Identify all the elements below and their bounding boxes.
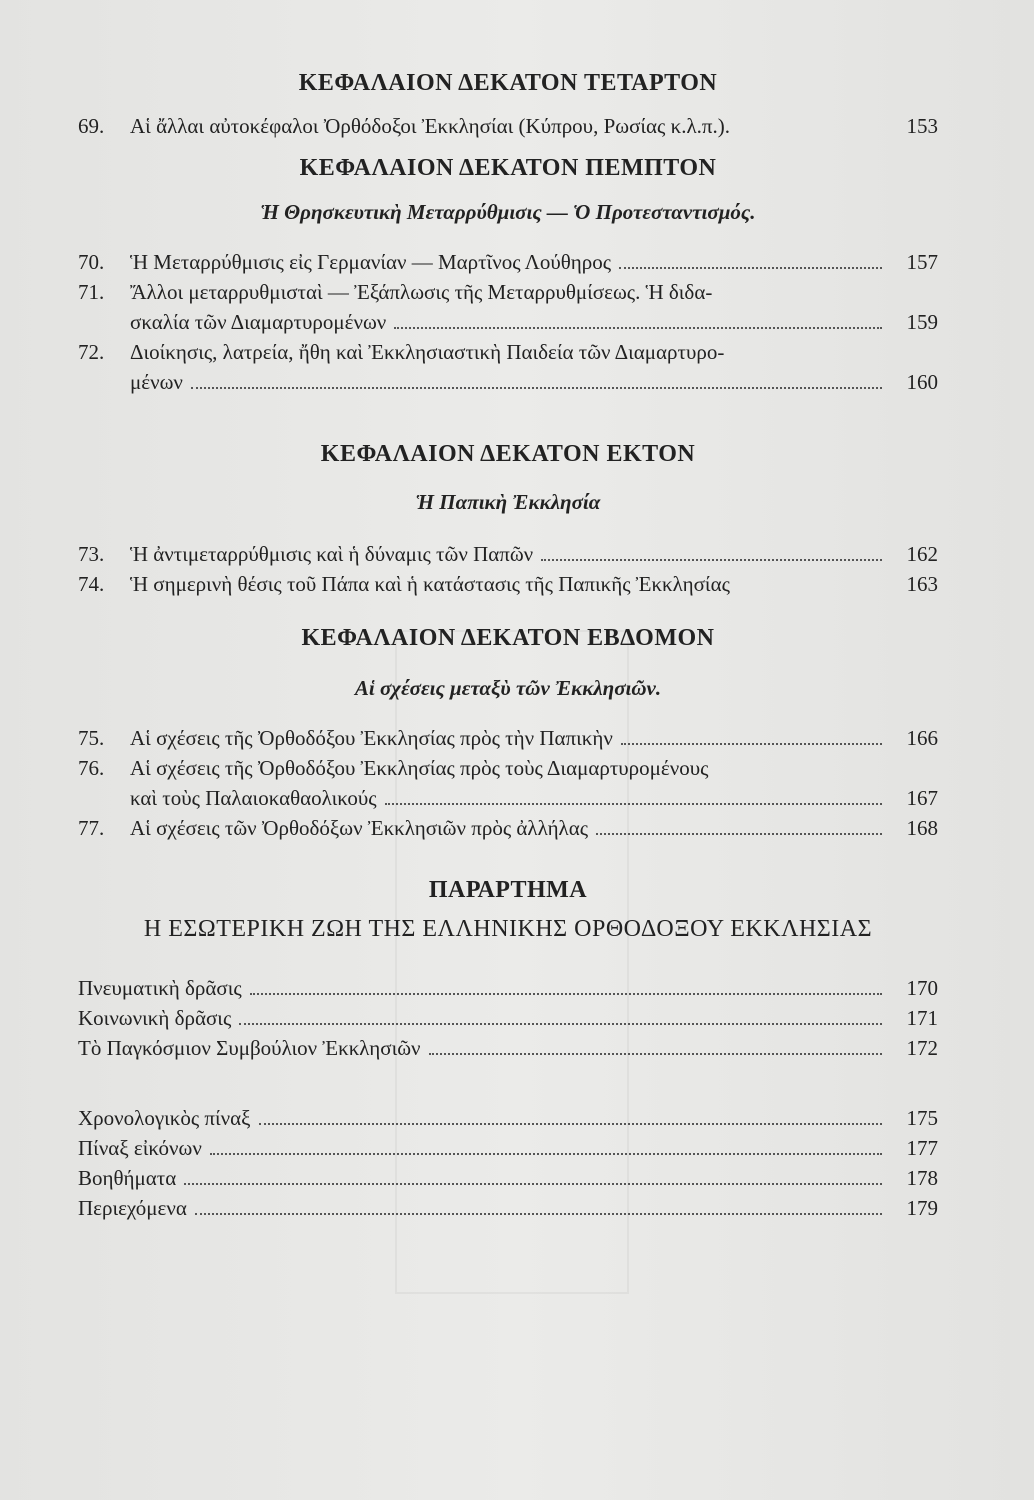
entry-title: Αἱ σχέσεις τῆς Ὀρθοδόξου Ἐκκλησίας πρὸς τὴν Παπικὴν [130, 726, 613, 750]
dot-leader [385, 803, 882, 805]
toc-entry [78, 813, 938, 843]
entry-title: Τὸ Παγκόσμιον Συμβούλιον Ἐκκλησιῶν [78, 1036, 421, 1060]
chapter-subtitle: Ἡ Θρησκευτικὴ Μεταρρύθμισις — Ὁ Προτεσταντισμός. [260, 200, 756, 224]
chapter-heading: ΚΕΦΑΛΑΙΟΝ ΔΕΚΑΤΟΝ ΕΚΤΟΝ [320, 441, 696, 467]
toc-entry [78, 1103, 938, 1133]
entry-title: Ἡ ἀντιμεταρρύθμισις καὶ ἡ δύναμις τῶν Παπῶν [130, 542, 534, 566]
dot-leader [210, 1153, 882, 1155]
chapter-heading: ΚΕΦΑΛΑΙΟΝ ΔΕΚΑΤΟΝ ΠΕΜΠΤΟΝ [299, 155, 717, 181]
entry-title-line1: Ἄλλοι μεταρρυθμισταὶ — Ἐξάπλωσις τῆς Μεταρρυθμίσεως. Ἡ διδα- [130, 280, 713, 304]
toc-entry [78, 539, 938, 569]
chapter-heading: ΚΕΦΑΛΑΙΟΝ ΔΕΚΑΤΟΝ ΕΒΔΟΜΟΝ [301, 625, 715, 651]
toc-entry [78, 1003, 938, 1033]
table-of-contents [78, 70, 938, 1223]
entry-number: 72. [78, 340, 105, 364]
entry-page: 177 [906, 1136, 938, 1160]
toc-entry [78, 247, 938, 277]
dot-leader [619, 267, 882, 269]
toc-entry [78, 337, 938, 397]
entry-page: 167 [906, 786, 938, 810]
entry-page: 162 [906, 542, 938, 566]
entry-page: 172 [906, 1036, 938, 1060]
toc-entry [78, 277, 938, 337]
entry-page: 178 [906, 1166, 938, 1190]
entry-number: 69. [78, 114, 105, 138]
entry-number: 71. [78, 280, 105, 304]
entry-page: 163 [906, 572, 938, 596]
entry-page: 157 [906, 250, 938, 274]
dot-leader [541, 559, 882, 561]
appendix-subheading: Η ΕΣΩΤΕΡΙΚΗ ΖΩΗ ΤΗΣ ΕΛΛΗΝΙΚΗΣ ΟΡΘΟΔΟΞΟΥ ΕΚΚΛΗΣΙΑΣ [143, 916, 873, 942]
entry-number: 75. [78, 726, 105, 750]
dot-leader [239, 1023, 882, 1025]
entry-title: Χρονολογικὸς πίναξ [78, 1106, 251, 1130]
entry-page: 153 [906, 114, 938, 138]
toc-entry [78, 753, 938, 813]
toc-entry [78, 1163, 938, 1193]
entry-number: 76. [78, 756, 105, 780]
toc-entry [78, 723, 938, 753]
entry-title: Ἡ σημερινὴ θέσις τοῦ Πάπα καὶ ἡ κατάστασις τῆς Παπικῆς Ἐκκλησίας [130, 572, 730, 596]
entry-page: 159 [906, 310, 938, 334]
entry-title: Αἱ ἄλλαι αὐτοκέφαλοι Ὀρθόδοξοι Ἐκκλησίαι (Κύπρου, Ρωσίας κ.λ.π.). [130, 114, 730, 138]
appendix-heading: ΠΑΡΑΡΤΗΜΑ [428, 877, 588, 903]
dot-leader [259, 1123, 882, 1125]
dot-leader [191, 387, 882, 389]
dot-leader [184, 1183, 882, 1185]
dot-leader [394, 327, 882, 329]
entry-title: Πίναξ εἰκόνων [78, 1136, 202, 1160]
entry-number: 77. [78, 816, 105, 840]
toc-entry [78, 973, 938, 1003]
dot-leader [195, 1213, 882, 1215]
entry-number: 73. [78, 542, 105, 566]
entry-title-line2: σκαλία τῶν Διαμαρτυρομένων [130, 310, 387, 334]
entry-title-line1: Διοίκησις, λατρεία, ἤθη καὶ Ἐκκλησιαστικὴ Παιδεία τῶν Διαμαρτυρο- [130, 340, 725, 364]
entry-title: Περιεχόμενα [78, 1196, 187, 1220]
entry-number: 70. [78, 250, 105, 274]
entry-page: 170 [906, 976, 938, 1000]
dot-leader [429, 1053, 882, 1055]
entry-page: 166 [906, 726, 938, 750]
toc-entry [78, 111, 938, 141]
entry-title: Ἡ Μεταρρύθμισις εἰς Γερμανίαν — Μαρτῖνος Λούθηρος [130, 250, 612, 274]
entry-title: Αἱ σχέσεις τῶν Ὀρθοδόξων Ἐκκλησιῶν πρὸς ἀλλήλας [130, 816, 589, 840]
toc-entry [78, 1033, 938, 1063]
toc-entry [78, 1133, 938, 1163]
entry-number: 74. [78, 572, 105, 596]
entry-page: 175 [906, 1106, 938, 1130]
dot-leader [596, 833, 882, 835]
entry-title-line2: καὶ τοὺς Παλαιοκαθαολικούς [130, 786, 377, 810]
entry-page: 168 [906, 816, 938, 840]
entry-title: Βοηθήματα [78, 1166, 177, 1190]
entry-page: 179 [906, 1196, 938, 1220]
entry-page: 171 [906, 1006, 938, 1030]
toc-entry [78, 569, 938, 599]
dot-leader [621, 743, 882, 745]
toc-entry [78, 1193, 938, 1223]
entry-title: Πνευματικὴ δρᾶσις [78, 976, 242, 1000]
entry-title-line1: Αἱ σχέσεις τῆς Ὀρθοδόξου Ἐκκλησίας πρὸς τοὺς Διαμαρτυρομένους [130, 756, 709, 780]
chapter-subtitle: Αἱ σχέσεις μεταξὺ τῶν Ἐκκλησιῶν. [354, 676, 662, 700]
entry-title: Κοινωνικὴ δρᾶσις [78, 1006, 232, 1030]
chapter-subtitle: Ἡ Παπικὴ Ἐκκλησία [415, 490, 601, 514]
dot-leader [250, 993, 882, 995]
entry-title-line2: μένων [130, 370, 183, 394]
chapter-heading: ΚΕΦΑΛΑΙΟΝ ΔΕΚΑΤΟΝ ΤΕΤΑΡΤΟΝ [298, 70, 718, 96]
entry-page: 160 [906, 370, 938, 394]
